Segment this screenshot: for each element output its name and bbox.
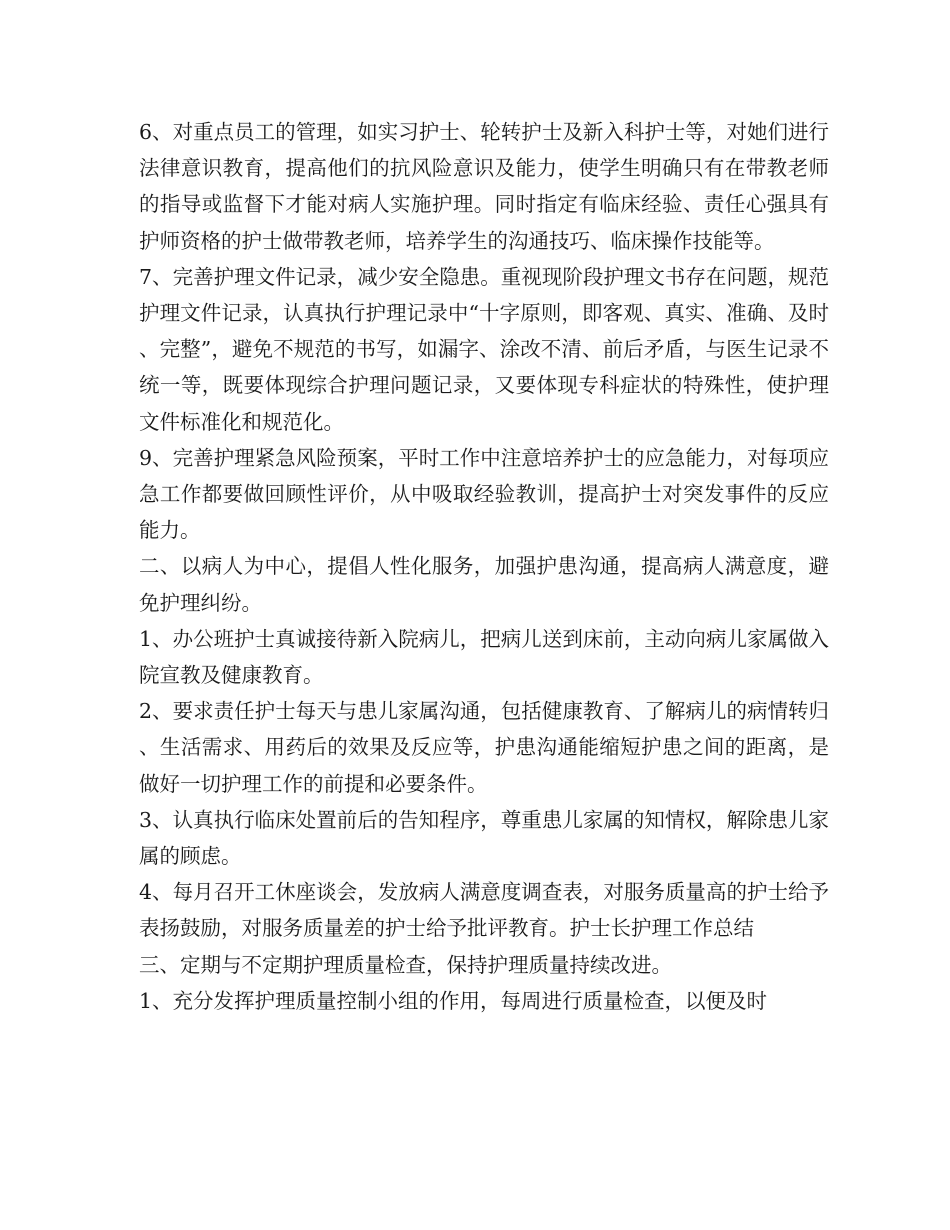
section-heading-two: 二、以病人为中心，提倡人性化服务，加强护患沟通，提高病人满意度，避免护理纠纷。 — [139, 554, 829, 615]
paragraph-item-3-informed-consent: 3、认真执行临床处置前后的告知程序，尊重患儿家属的知情权，解除患儿家属的顾虑。 — [139, 807, 829, 869]
paragraph-item-7-nursing-records: 7、完善护理文件记录，减少安全隐患。重视现阶段护理文书存在问题，规范护理文件记录，认真执行护理记录中“十字原则，即客观、真实、准确、及时、完整”，避免不规范的书写，如漏字、涂改不清、前后矛盾，与医生记录不统一等，既要体现综合护理问题记录，又要体现专科症状的特殊性，使护理文件标准化和规范化。 — [139, 264, 829, 434]
paragraph-item-1-quality-control: 1、充分发挥护理质量控制小组的作用，每周进行质量检查，以便及时 — [139, 988, 768, 1013]
paragraph-item-2-communication: 2、要求责任护士每天与患儿家属沟通，包括健康教育、了解病儿的病情转归、生活需求、用药后的效果及反应等，护患沟通能缩短护患之间的距离，是做好一切护理工作的前提和必要条件。 — [139, 699, 829, 796]
paragraph-item-1-admission: 1、办公班护士真诚接待新入院病儿，把病儿送到床前，主动向病儿家属做入院宣教及健康教育。 — [139, 626, 829, 688]
section-heading-three: 三、定期与不定期护理质量检查，保持护理质量持续改进。 — [139, 952, 672, 977]
paragraph-item-4-patient-meeting: 4、每月召开工休座谈会，发放病人满意度调查表，对服务质量高的护士给予表扬鼓励，对服务质量差的护士给予批评教育。护士长护理工作总结 — [139, 880, 829, 941]
paragraph-item-9-emergency-plan: 9、完善护理紧急风险预案，平时工作中注意培养护士的应急能力，对每项应急工作都要做回顾性评价，从中吸取经验教训，提高护士对突发事件的反应能力。 — [139, 445, 829, 543]
document-body — [139, 114, 829, 1019]
paragraph-item-6-staff-management: 6、对重点员工的管理，如实习护士、轮转护士及新入科护士等，对她们进行法律意识教育，提高他们的抗风险意识及能力，使学生明确只有在带教老师的指导或监督下才能对病人实施护理。同时指定有临床经验、责任心强具有护师资格的护士做带教老师，培养学生的沟通技巧、临床操作技能等。 — [139, 120, 829, 253]
